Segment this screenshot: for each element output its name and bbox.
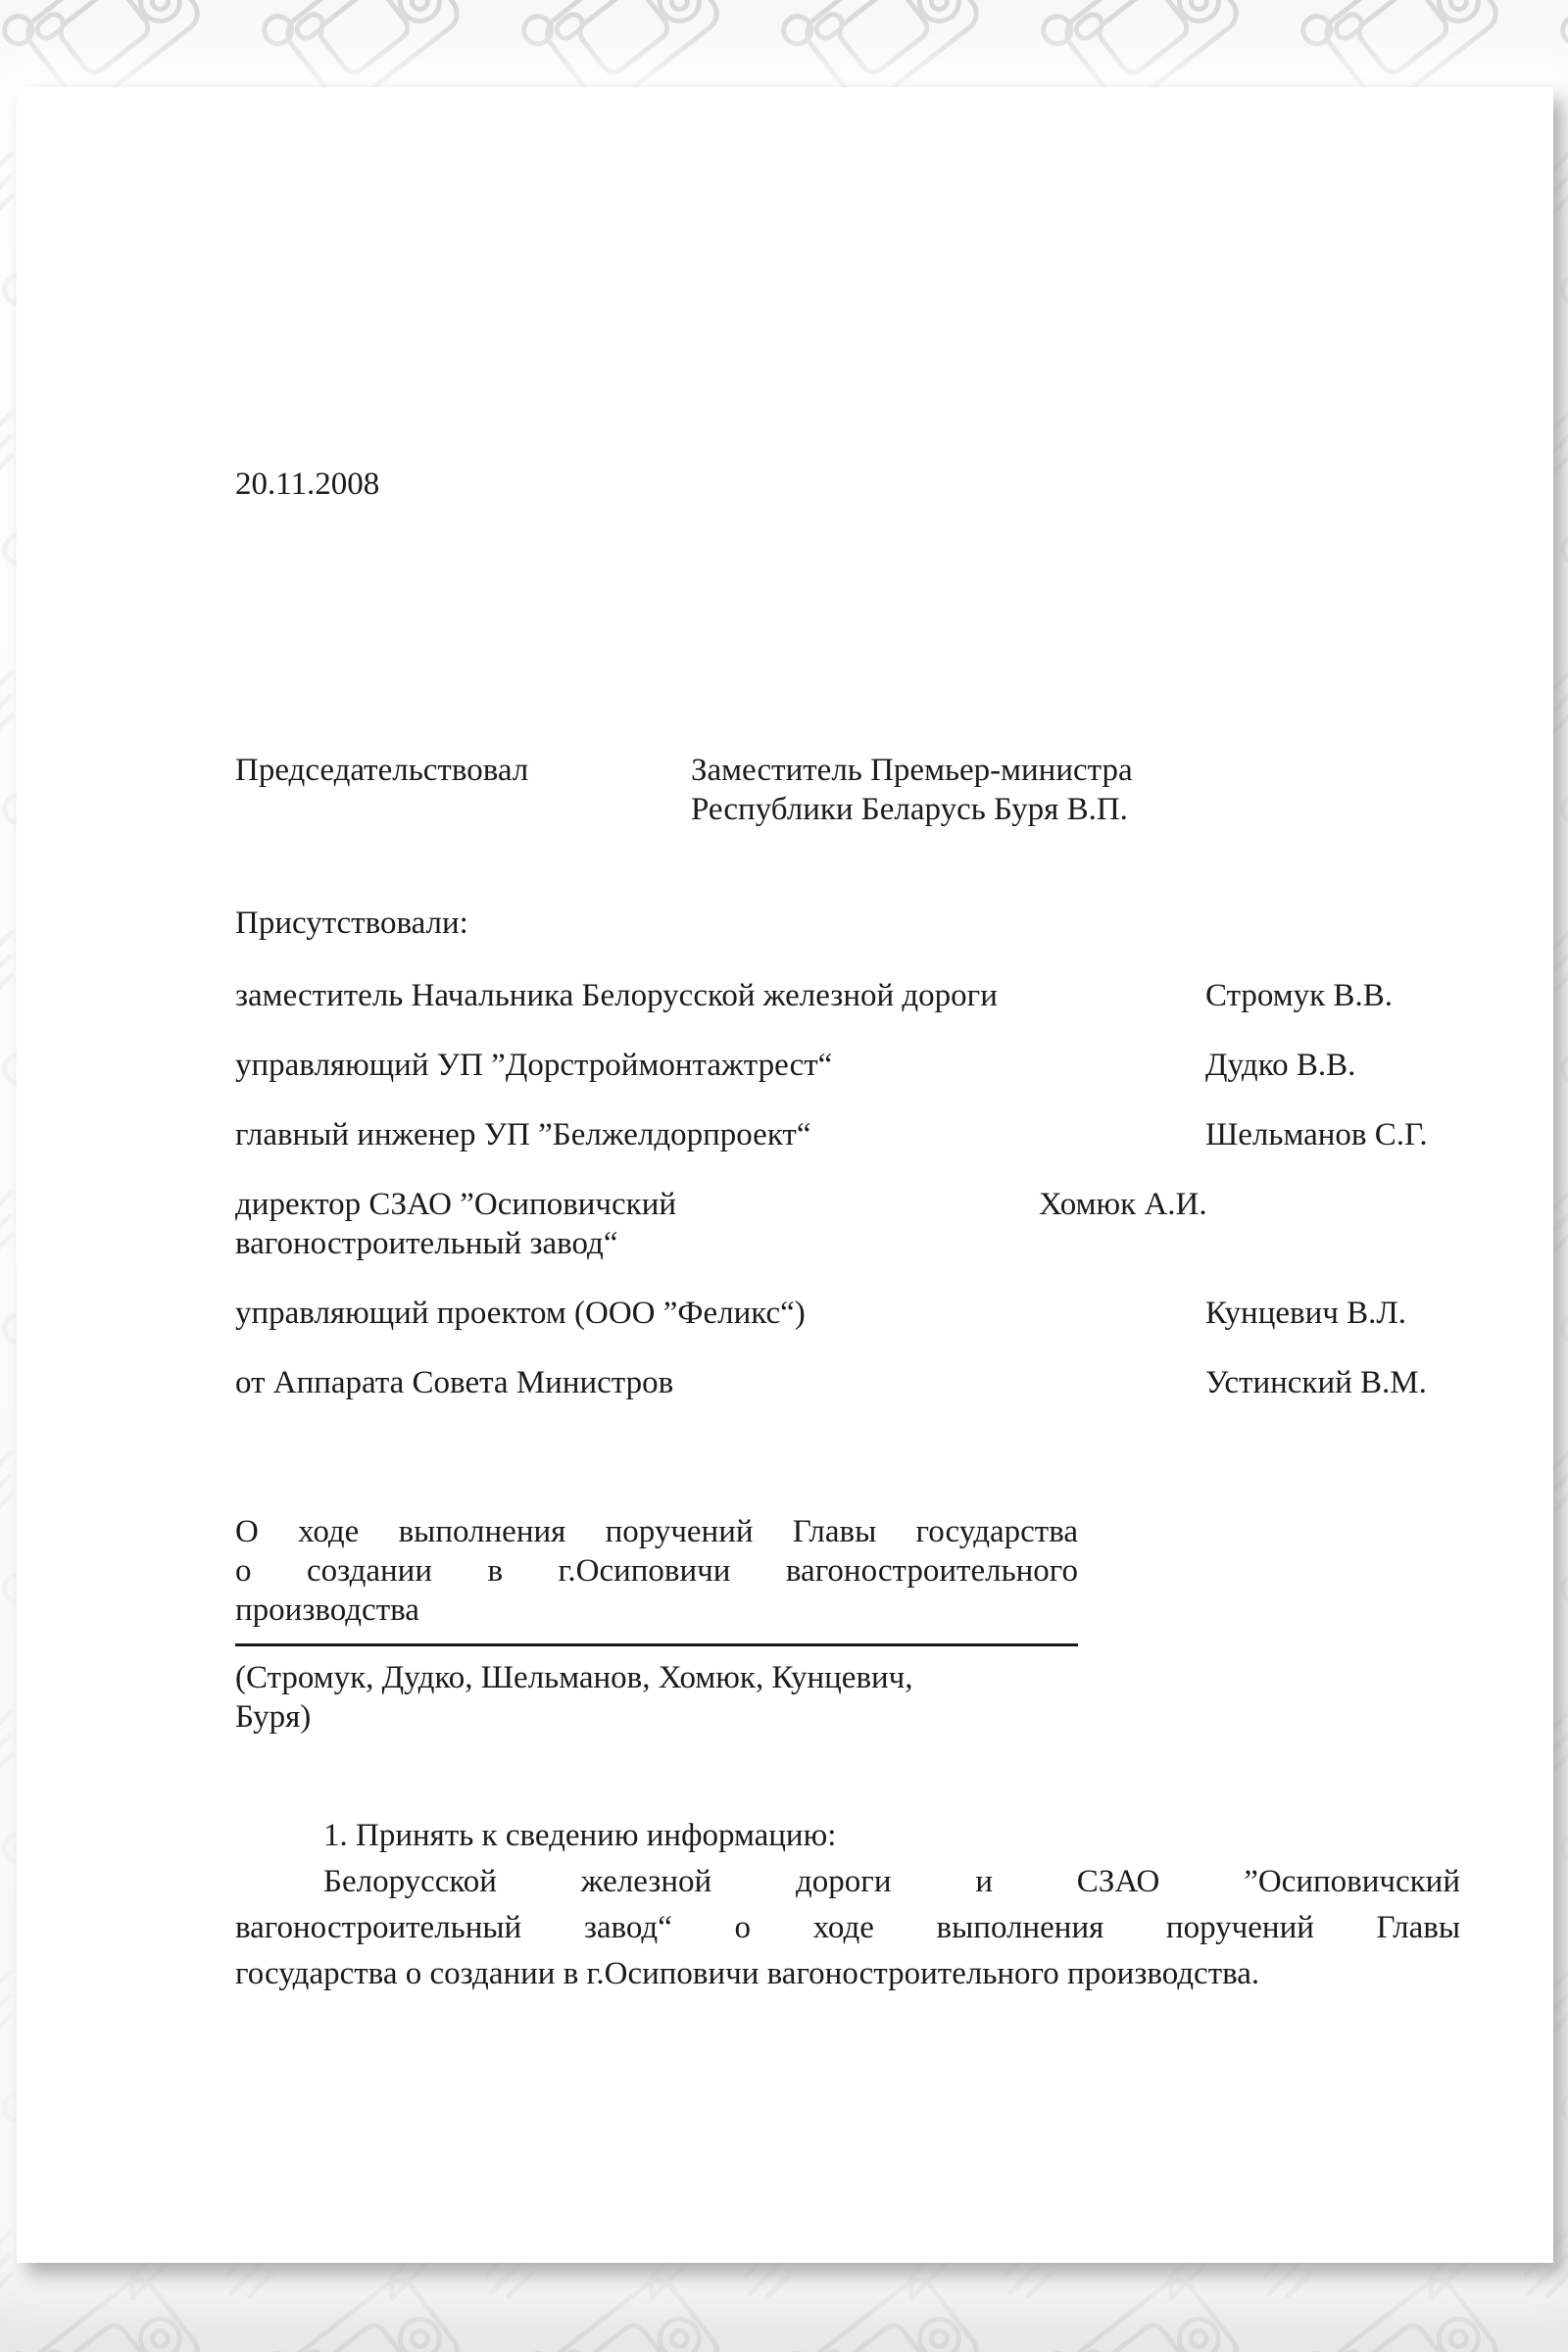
resolution-body-line: Белорусской железной дороги и СЗАО ”Осиповичский: [323, 1864, 1460, 1899]
resolution-body-line: государства о создании в г.Осиповичи вагоностроительного производства.: [235, 1956, 1260, 1991]
attendee-row: [235, 1046, 1460, 1085]
resolution-body-line: вагоностроительный завод“ о ходе выполнения поручений Главы: [235, 1910, 1460, 1945]
chairman-value: [691, 751, 1460, 829]
chairman-row: [235, 751, 1460, 829]
attendee-name: Хомюк А.И.: [1039, 1187, 1207, 1222]
attendee-role: директор СЗАО ”Осиповичский вагоностроительный завод“: [235, 1187, 677, 1261]
attendees-list: [235, 976, 1460, 1402]
agenda-subject-line: О ходе выполнения поручений Главы государства: [235, 1514, 1078, 1549]
attendee-row: [235, 976, 1460, 1015]
chairman-label: Председательствовал: [235, 753, 529, 788]
attendees-heading: Присутствовали:: [235, 906, 468, 941]
attendee-role: от Аппарата Совета Министров: [235, 1365, 674, 1400]
speakers-line: (Стромук, Дудко, Шельманов, Хомюк, Кунцевич,: [235, 1660, 913, 1695]
resolution-body: [235, 1859, 1460, 1997]
document-content: [17, 87, 1553, 2263]
attendee-role: главный инженер УП ”Белжелдорпроект“: [235, 1117, 811, 1152]
subject-underline-rule: [235, 1643, 1078, 1646]
speakers-line: Буря): [235, 1699, 312, 1735]
attendee-row: [235, 1363, 1460, 1402]
agenda-subject-line: о создании в г.Осиповичи вагоностроительного: [235, 1553, 1078, 1589]
resolution-item: 1. Принять к сведению информацию:: [323, 1818, 837, 1853]
attendee-role: управляющий УП ”Дорстроймонтажтрест“: [235, 1048, 833, 1083]
agenda-subject: [235, 1512, 1078, 1630]
attendee-role: управляющий проектом (ООО ”Феликс“): [235, 1296, 806, 1331]
agenda-subject-line: производства: [235, 1592, 419, 1628]
resolution-section: [235, 1813, 1460, 1997]
document-page: [17, 87, 1553, 2263]
attendee-name: Устинский В.М.: [1205, 1365, 1427, 1400]
chairman-name-line: Республики Беларусь Буря В.П.: [691, 792, 1128, 827]
attendee-role: заместитель Начальника Белорусской железной дороги: [235, 978, 998, 1013]
attendee-row: [235, 1115, 1460, 1154]
attendee-row: [235, 1185, 1460, 1263]
attendee-name: Стромук В.В.: [1205, 978, 1393, 1013]
attendee-name: Шельманов С.Г.: [1205, 1117, 1428, 1152]
attendee-name: Кунцевич В.Л.: [1205, 1296, 1406, 1331]
attendee-row: [235, 1294, 1460, 1333]
chairman-title-line: Заместитель Премьер-министра: [691, 753, 1133, 788]
speakers-list: [235, 1658, 1117, 1737]
document-date: 20.11.2008: [235, 466, 380, 502]
attendee-name: Дудко В.В.: [1205, 1048, 1356, 1083]
